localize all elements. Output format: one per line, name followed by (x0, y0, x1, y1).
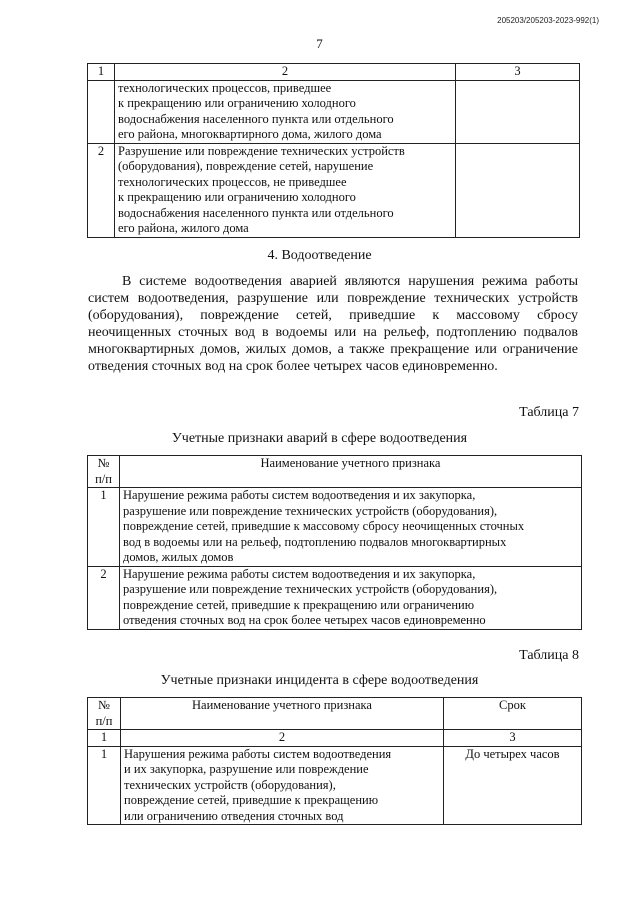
text-line: его района, многоквартирного дома, жилого дома (118, 127, 382, 141)
header-name: Наименование учетного признака (121, 698, 444, 730)
text-line: повреждение сетей, приведшие к прекращению (124, 793, 379, 807)
table-row (88, 746, 582, 825)
header-number (88, 698, 121, 730)
continuation-table (87, 63, 580, 238)
column-number: 2 (115, 64, 456, 81)
column-number: 2 (121, 730, 444, 747)
header-number-line: п/п (95, 471, 112, 486)
table7-label: Таблица 7 (519, 405, 579, 420)
row-number: 1 (88, 488, 120, 567)
table-header-row (88, 64, 580, 81)
table7-title: Учетные признаки аварий в сфере водоотведения (171, 431, 468, 446)
text-line: или ограничению отведения сточных вод (124, 808, 344, 823)
text-line: технологических процессов, не приведшее (118, 174, 347, 189)
row-term: До четырех часов (444, 746, 582, 825)
table7 (87, 455, 582, 630)
header-number (88, 456, 120, 488)
text-line: технических устройств (оборудования), (124, 777, 336, 792)
table-row (88, 566, 582, 629)
row-text (115, 143, 456, 237)
table8-title: Учетные признаки инцидента в сфере водоотведения (160, 673, 479, 688)
row-text (120, 566, 582, 629)
table-header-row (88, 698, 582, 730)
row-number: 2 (88, 143, 115, 237)
row-number: 1 (88, 746, 121, 825)
row-text (115, 80, 456, 143)
text-line: водоснабжения населенного пункта или отдельного (118, 111, 394, 126)
text-line: Разрушение или повреждение технических устройств (118, 143, 405, 158)
text-line: разрушение или повреждение технических устройств (оборудования), (123, 503, 498, 518)
text-line: (оборудования), повреждение сетей, нарушение (118, 159, 374, 173)
text-line: его района, жилого дома (118, 221, 249, 235)
row-term (456, 80, 580, 143)
row-text (121, 746, 444, 825)
text-line: технологических процессов, приведшее (118, 80, 332, 95)
text-line: к прекращению или ограничению холодного (118, 96, 356, 110)
header-number-line: п/п (95, 713, 113, 728)
section-paragraph: В системе водоотведения аварией являются нарушения режима работы систем водоотведения, разрушение или повреждение технических устройств (оборудования), повреждение сетей, приведшие к массовому сбросу неочищенных сточных вод в водоемы или на рельеф, подтоплению подвалов многоквартирных домов, жилых домов, а также прекращение или ограничение отведения сточных вод на срок более четырех часов единовременно. (88, 274, 578, 374)
column-numbers-row (88, 730, 582, 747)
section-heading: 4. Водоотведение (267, 248, 372, 263)
row-term (456, 143, 580, 237)
text-line: и их закупорка, разрушение или повреждение (124, 762, 369, 776)
column-number: 3 (456, 64, 580, 81)
text-line: водоснабжения населенного пункта или отдельного (118, 205, 394, 220)
text-line: к прекращению или ограничению холодного (118, 190, 356, 204)
document-id: 205203/205203-2023-992(1) (497, 16, 599, 25)
text-line: Нарушение режима работы систем водоотведения и их закупорка, (123, 566, 476, 581)
text-line: Нарушения режима работы систем водоотведения (124, 746, 392, 761)
header-term: Срок (444, 698, 582, 730)
text-line: повреждение сетей, приведшие к массовому сбросу неочищенных сточных (123, 519, 525, 533)
header-number-line: № (98, 698, 110, 712)
row-number: 2 (88, 566, 120, 629)
header-number-line: № (97, 456, 110, 470)
text-line: разрушение или повреждение технических устройств (оборудования), (123, 582, 498, 596)
table8-label: Таблица 8 (519, 648, 579, 663)
table-row (88, 80, 580, 143)
column-number: 1 (88, 730, 121, 747)
table8 (87, 697, 582, 825)
text-line: домов, жилых домов (123, 550, 234, 564)
column-number: 1 (88, 64, 115, 81)
row-text (120, 488, 582, 567)
page-number: 7 (316, 36, 323, 51)
text-line: повреждение сетей, приведшие к прекращению или ограничению (123, 597, 475, 612)
table-row (88, 143, 580, 237)
column-number: 3 (444, 730, 582, 747)
table-header-row (88, 456, 582, 488)
text-line: Нарушение режима работы систем водоотведения и их закупорка, (123, 488, 476, 502)
table-row (88, 488, 582, 567)
text-line: отведения сточных вод на срок более четырех часов единовременно (123, 613, 486, 627)
row-number (88, 80, 115, 143)
text-line: вод в водоемы или на рельеф, подтоплению подвалов многоквартирных (123, 534, 507, 549)
header-name: Наименование учетного признака (120, 456, 582, 488)
